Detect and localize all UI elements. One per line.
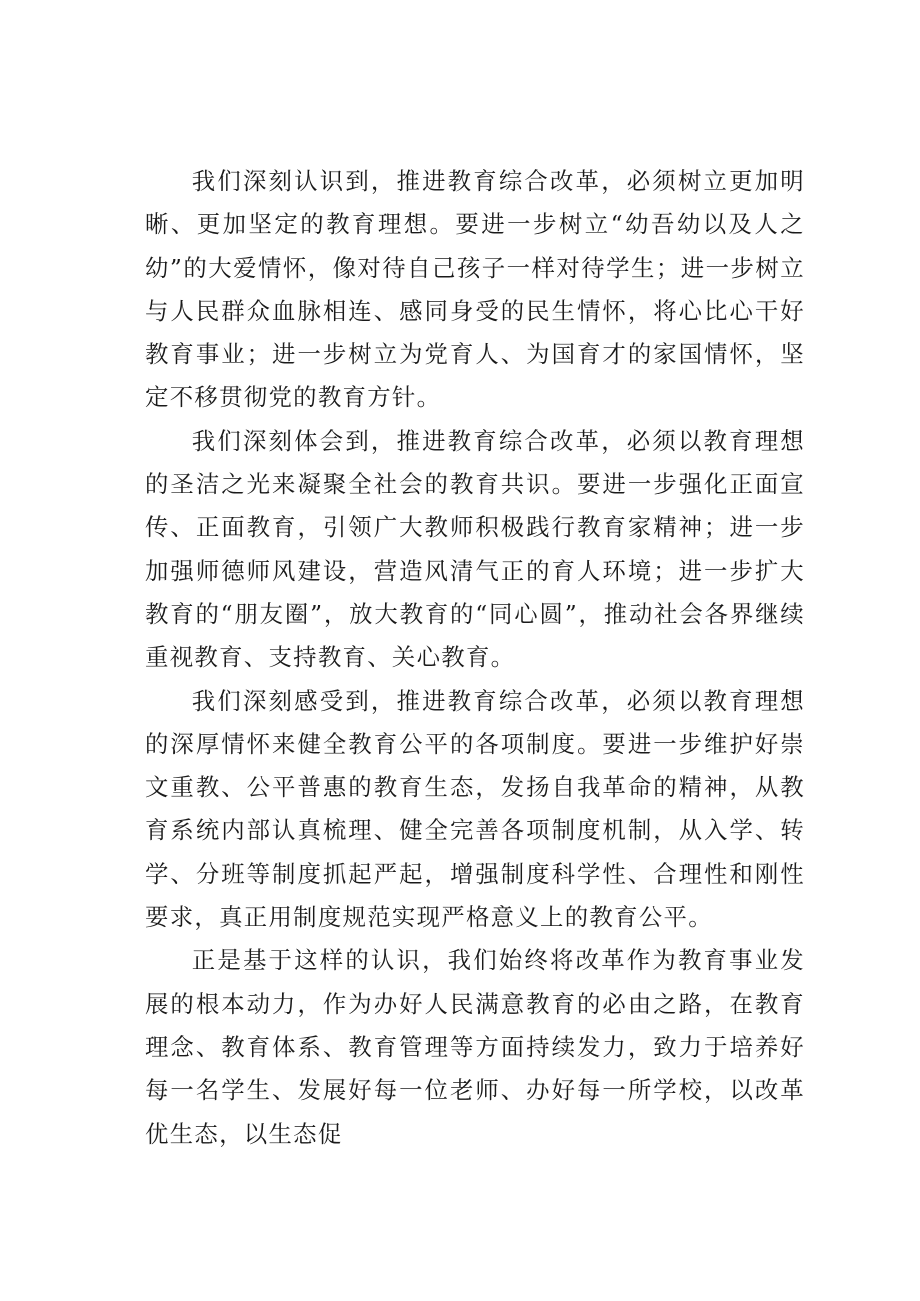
paragraph-1: 我们深刻认识到，推进教育综合改革，必须树立更加明晰、更加坚定的教育理想。要进一步树立“幼吾幼以及人之幼”的大爱情怀，像对待自己孩子一样对待学生；进一步树立与人民群众血脉相连、感同身受的民生情怀，将心比心干好教育事业；进一步树立为党育人、为国育才的家国情怀，坚定不移贯彻党的教育方针。 bbox=[145, 167, 805, 412]
paragraph-3: 我们深刻感受到，推进教育综合改革，必须以教育理想的深厚情怀来健全教育公平的各项制度。要进一步维护好崇文重教、公平普惠的教育生态，发扬自我革命的精神，从教育系统内部认真梳理、健全完善各项制度机制，从入学、转学、分班等制度抓起严起，增强制度科学性、合理性和刚性要求，真正用制度规范实现严格意义上的教育公平。 bbox=[145, 686, 805, 932]
document-body bbox=[145, 160, 805, 1156]
paragraph-2: 我们深刻体会到，推进教育综合改革，必须以教育理想的圣洁之光来凝聚全社会的教育共识。要进一步强化正面宣传、正面教育，引领广大教师积极践行教育家精神；进一步加强师德师风建设，营造风清气正的育人环境；进一步扩大教育的“朋友圈”，放大教育的“同心圆”，推动社会各界继续重视教育、支持教育、关心教育。 bbox=[145, 426, 805, 672]
paragraph-4: 正是基于这样的认识，我们始终将改革作为教育事业发展的根本动力，作为办好人民满意教育的必由之路，在教育理念、教育体系、教育管理等方面持续发力，致力于培养好每一名学生、发展好每一位老师、办好每一所学校，以改革优生态，以生态促 bbox=[145, 946, 805, 1148]
